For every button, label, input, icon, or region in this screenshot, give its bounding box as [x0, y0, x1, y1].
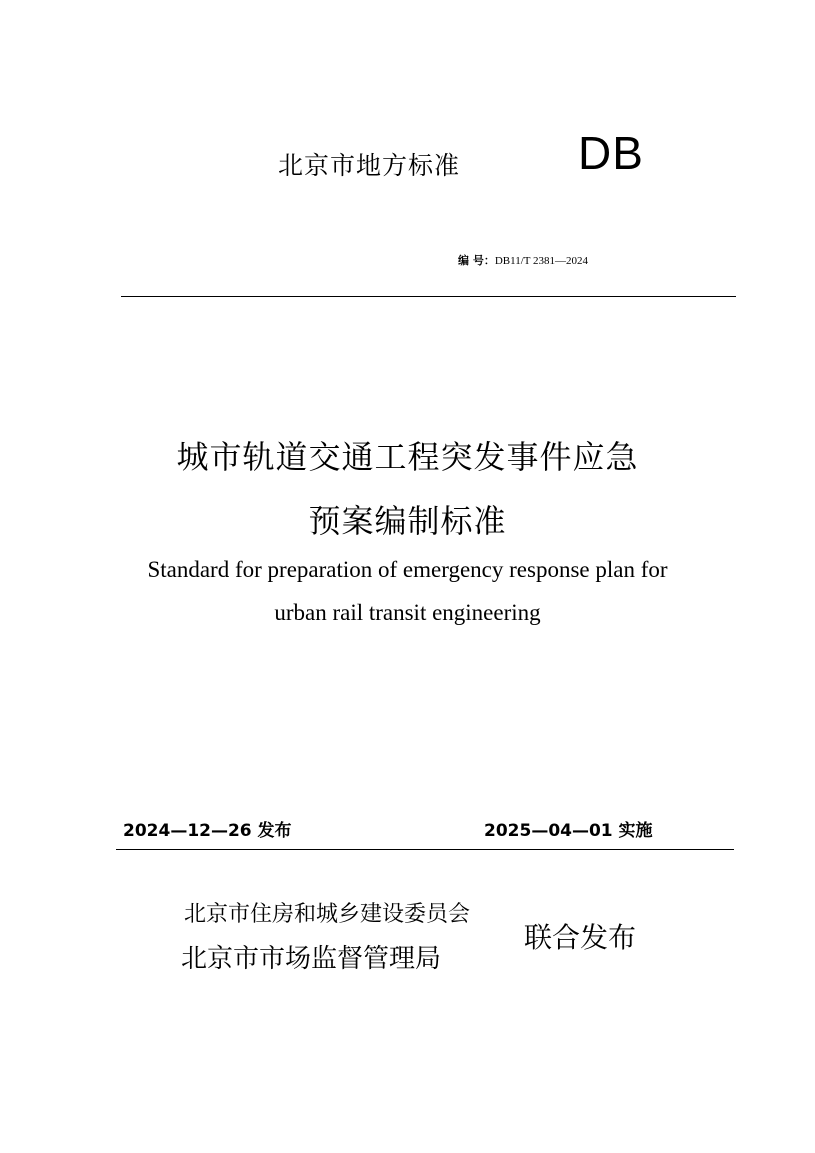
joint-publication-label: 联合发布 — [524, 921, 637, 954]
standard-code-badge: DB — [578, 127, 644, 179]
bottom-divider — [116, 849, 734, 850]
standard-number-label: 编 号： — [458, 254, 495, 267]
issuer-market-regulation: 北京市市场监督管理局 — [181, 944, 442, 974]
english-title-line-1: Standard for preparation of emergency response plan for — [147, 557, 668, 582]
standard-number-value: DB11/T 2381—2024 — [494, 255, 589, 267]
issuer-housing-commission: 北京市住房和城乡建设委员会 — [184, 902, 471, 927]
english-title-line-2: urban rail transit engineering — [274, 600, 541, 625]
standard-number — [458, 252, 588, 268]
top-divider — [121, 296, 736, 297]
document-title-line-1: 城市轨道交通工程突发事件应急 — [176, 438, 639, 476]
effective-date: 2025—04—01 实施 — [484, 821, 653, 841]
standard-category-title: 北京市地方标准 — [278, 151, 461, 180]
issue-date: 2024—12—26 发布 — [123, 821, 292, 841]
document-title-line-2: 预案编制标准 — [308, 502, 507, 540]
